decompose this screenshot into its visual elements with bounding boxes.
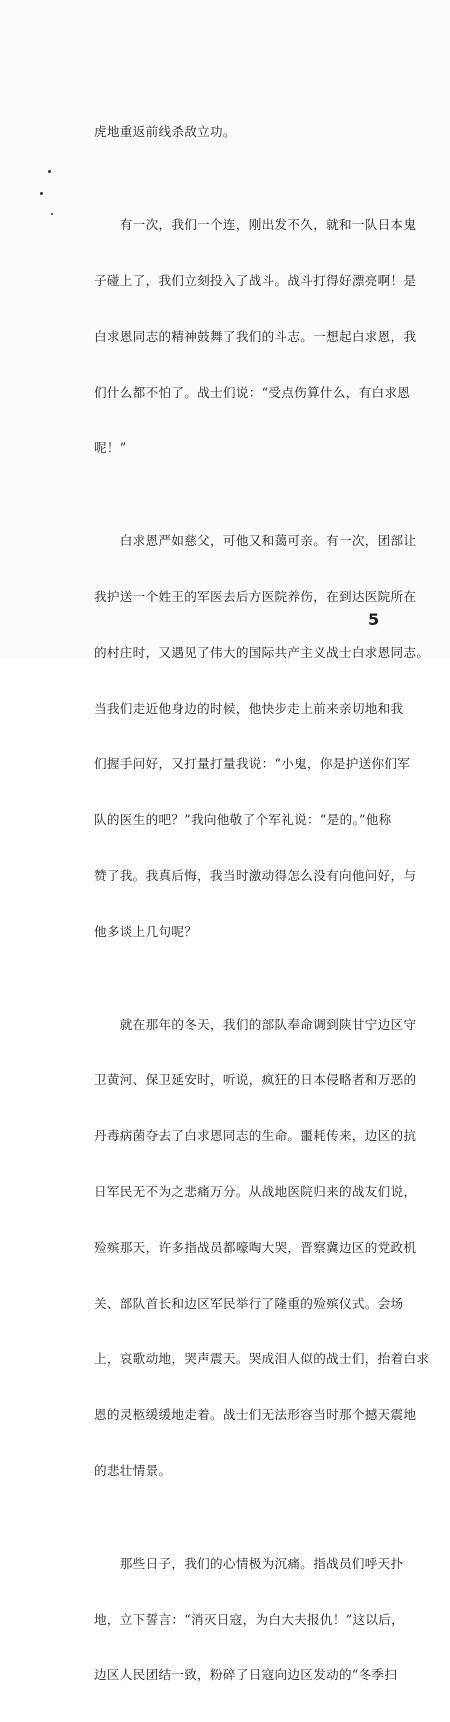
text-line: 地，立下誓言：“消灭日寇，为白大夫报仇！”这以后，	[94, 1611, 405, 1627]
text-line: 丹毒病菌夺去了白求恩同志的生命。噩耗传来，边区的抗	[94, 1128, 417, 1144]
text-line: 白求恩同志的精神鼓舞了我们的斗志。一想起白求恩，我	[94, 328, 417, 344]
text-line: 们握手问好，又打量打量我说：“小鬼，你是护送你们军	[94, 756, 411, 772]
text-line: 恩的灵柩缓缓地走着。战士们无法形容当时那个撼天震地	[94, 1407, 417, 1423]
text-line: 有一次，我们一个连，刚出发不久，就和一队日本鬼	[94, 217, 417, 233]
paragraph-3	[94, 495, 430, 978]
text-line: 子碰上了，我们立刻投入了战斗。战斗打得好漂亮啊！是	[94, 272, 417, 288]
text-line: 虎地重返前线杀敌立功。	[94, 124, 236, 140]
page-number: 5	[368, 610, 380, 629]
text-line: 卫黄河、保卫延安时，听说，疯狂的日本侵略者和万恶的	[94, 1072, 417, 1088]
paragraph-4	[94, 979, 430, 1518]
text-line: 他多谈上几句呢？	[94, 923, 198, 939]
paragraph-1	[94, 86, 424, 179]
text-line: 呢！”	[94, 440, 127, 456]
text-line: 我护送一个姓王的军医去后方医院养伤，在到达医院所在	[94, 589, 417, 605]
text-line: 赞了我。我真后悔，我当时激动得怎么没有向他问好，与	[94, 867, 417, 883]
text-line: 当我们走近他身边的时候，他快步走上前来亲切地和我	[94, 700, 404, 716]
text-line: 白求恩严如慈父，可他又和蔼可亲。有一次，团部让	[94, 533, 417, 549]
text-line: 的悲壮情景。	[94, 1462, 172, 1478]
text-line: 队的医生的吧？”我向他敬了个军礼说：“是的。”他称	[94, 812, 392, 828]
margin-dot-2	[40, 192, 43, 195]
text-line: 们什么都不怕了。战士们说：“受点伤算什么，有白求恩	[94, 384, 411, 400]
text-line: 上，哀歌动地，哭声震天。哭成泪人似的战士们，抬着白求	[94, 1351, 430, 1367]
text-line: 就在那年的冬天，我们的部队奉命调到陕甘宁边区守	[94, 1016, 417, 1032]
text-line: 关、部队首长和边区军民举行了隆重的殓殡仪式。会场	[94, 1295, 404, 1311]
margin-dot-3	[51, 213, 53, 215]
text-line: 的村庄时，又遇见了伟大的国际共产主义战士白求恩同志。	[94, 644, 430, 660]
paragraph-2	[94, 179, 424, 495]
body-text	[94, 86, 430, 1722]
text-line: 那些日子，我们的心情极为沉痛。指战员们呼天扑	[94, 1555, 404, 1571]
text-line: 边区人民团结一致，粉碎了日寇向边区发动的“冬季扫	[94, 1667, 398, 1683]
text-line: 日军民无不为之悲痛万分。从战地医院归来的战友们说，	[94, 1184, 417, 1200]
text-line: 殓殡那天，许多指战员都嚎啕大哭，晋察冀边区的党政机	[94, 1239, 417, 1255]
paragraph-5	[94, 1518, 424, 1722]
margin-dot-1	[48, 170, 51, 173]
